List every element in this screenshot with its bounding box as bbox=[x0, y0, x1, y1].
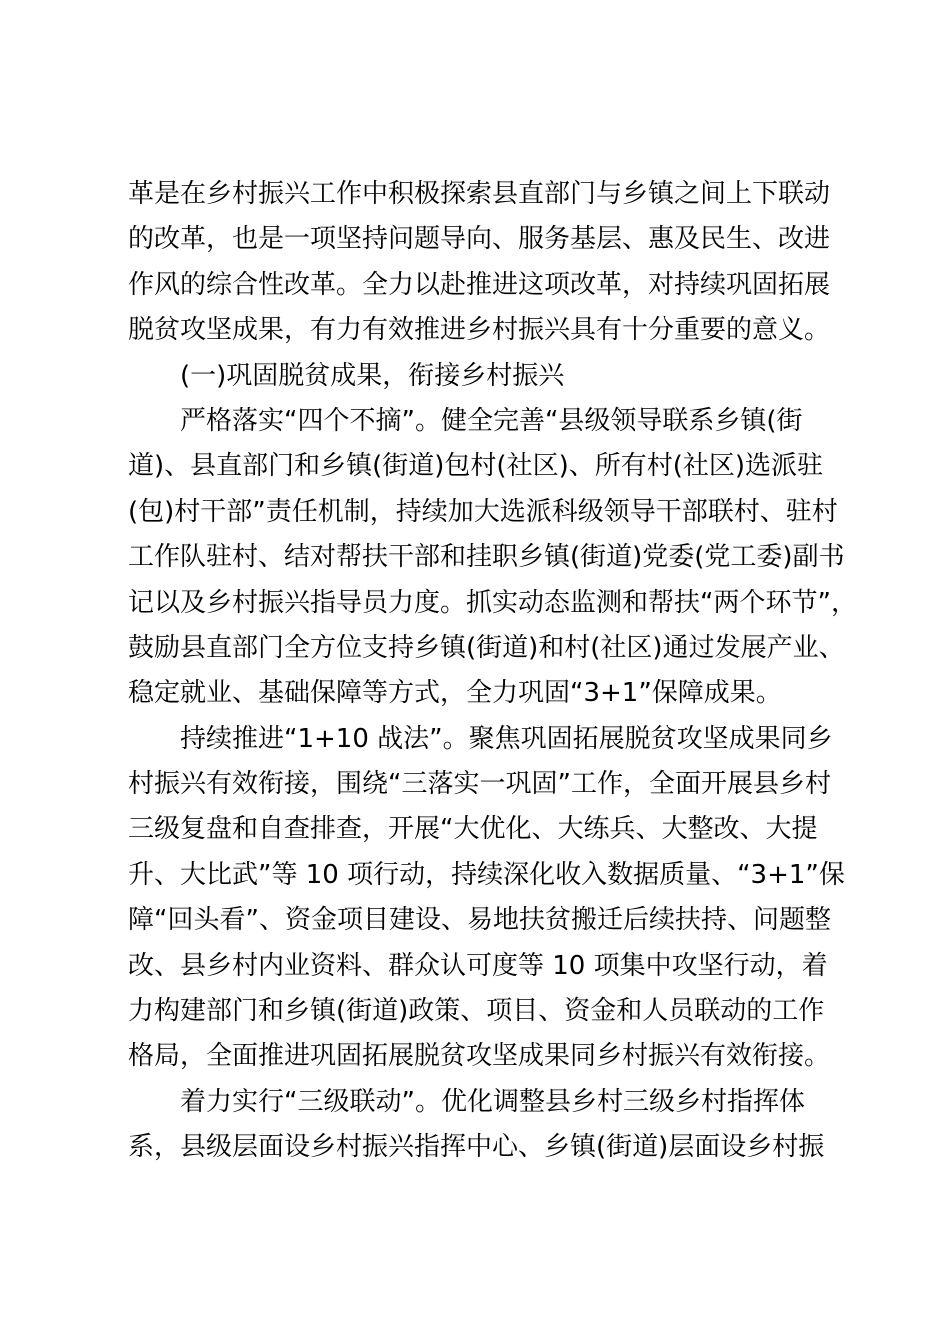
text-line: 作风的综合性改革。全力以赴推进这项改革，对持续巩固拓展 bbox=[128, 269, 831, 300]
text-line: 系，县级层面设乡村振兴指挥中心、乡镇(街道)层面设乡村振 bbox=[128, 1132, 825, 1163]
text-line: 格局，全面推进巩固拓展脱贫攻坚成果同乡村振兴有效衔接。 bbox=[128, 1041, 831, 1072]
body-text bbox=[128, 172, 857, 1171]
text-line: 脱贫攻坚成果，有力有效推进乡村振兴具有十分重要的意义。 bbox=[128, 315, 831, 346]
section-heading: (一)巩固脱贫成果，衔接乡村振兴 bbox=[180, 360, 565, 391]
text-line: 道)、县直部门和乡镇(街道)包村(社区)、所有村(社区)选派驻 bbox=[128, 451, 824, 482]
text-line: 三级复盘和自查排查，开展“大优化、大练兵、大整改、大提 bbox=[128, 814, 818, 845]
text-line: 记以及乡村振兴指导员力度。抓实动态监测和帮扶“两个环节”， bbox=[128, 587, 857, 618]
text-line: 的改革，也是一项坚持问题导向、服务基层、惠及民生、改进 bbox=[128, 224, 831, 255]
text-line: 升、大比武”等 10 项行动，持续深化收入数据质量、“3+1”保 bbox=[128, 859, 845, 890]
text-line: 障“回头看”、资金项目建设、易地扶贫搬迁后续扶持、问题整 bbox=[128, 905, 831, 936]
text-line: 改、县乡村内业资料、群众认可度等 10 项集中攻坚行动，着 bbox=[128, 950, 828, 981]
paragraph-start: 严格落实“四个不摘”。健全完善“县级领导联系乡镇(街 bbox=[180, 405, 803, 436]
text-line: 稳定就业、基础保障等方式，全力巩固“3+1”保障成果。 bbox=[128, 678, 782, 709]
text-line: (包)村干部”责任机制，持续加大选派科级领导干部联村、驻村 bbox=[128, 496, 838, 527]
paragraph-start: 持续推进“1+10 战法”。聚焦巩固拓展脱贫攻坚成果同乡 bbox=[180, 723, 833, 754]
text-line: 鼓励县直部门全方位支持乡镇(街道)和村(社区)通过发展产业、 bbox=[128, 632, 845, 663]
text-line: 工作队驻村、结对帮扶干部和挂职乡镇(街道)党委(党工委)副书 bbox=[128, 542, 845, 573]
paragraph-start: 着力实行“三级联动”。优化调整县乡村三级乡村指挥体 bbox=[180, 1086, 805, 1117]
text-line: 力构建部门和乡镇(街道)政策、项目、资金和人员联动的工作 bbox=[128, 996, 825, 1027]
text-line: 村振兴有效衔接，围绕“三落实一巩固”工作，全面开展县乡村 bbox=[128, 769, 831, 800]
text-line: 革是在乡村振兴工作中积极探索县直部门与乡镇之间上下联动 bbox=[128, 179, 831, 209]
